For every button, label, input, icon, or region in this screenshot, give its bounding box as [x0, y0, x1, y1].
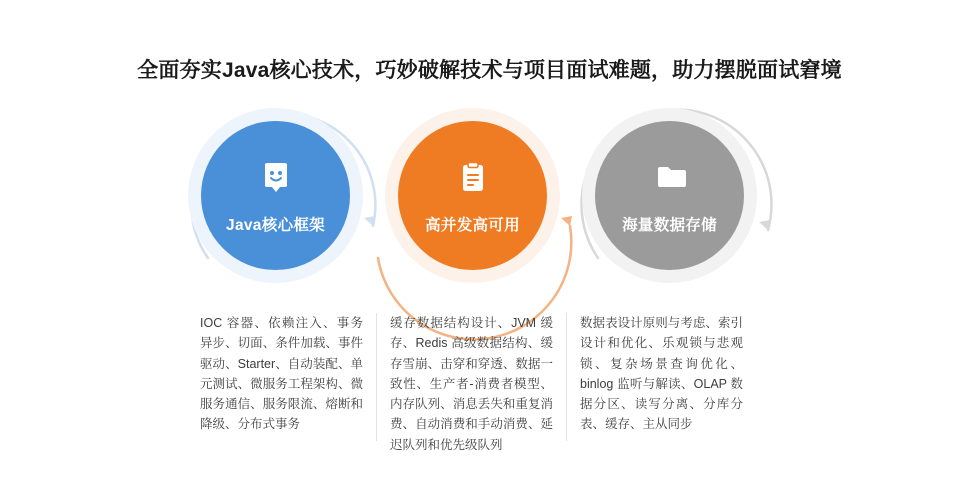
node-label: 海量数据存储: [622, 217, 717, 234]
diagram-node-mass-storage[interactable]: [582, 108, 757, 283]
folder-icon: [655, 161, 685, 195]
page-title: 全面夯实Java核心技术，巧妙破解技术与项目面试难题，助力摆脱面试窘境: [137, 59, 842, 82]
diagram-node-high-concurrency[interactable]: [385, 108, 560, 283]
description-columns: [200, 313, 800, 453]
column-text-java-core: IOC 容器、依赖注入、事务异步、切面、条件加载、事件驱动、Starter、自动装配、单元测试、微服务工程架构、微服务通信、服务限流、熔断和降级、分布式事务: [200, 316, 363, 432]
badge-icon: [261, 161, 291, 195]
column-divider: [566, 313, 567, 441]
circles-row: [178, 108, 798, 293]
column-text-mass-storage: 数据表设计原则与考虑、索引设计和优化、乐观锁与悲观锁、复杂场景查询优化、binlog 监听与解读、OLAP 数据分区、读写分离、分库分表、缓存、主从同步: [580, 316, 743, 432]
clipboard-icon: [458, 161, 488, 195]
diagram-node-java-core[interactable]: [188, 108, 363, 283]
node-label: 高并发高可用: [425, 217, 520, 234]
column-divider: [376, 313, 377, 441]
node-circle: [595, 121, 744, 270]
node-circle: [398, 121, 547, 270]
node-circle: [201, 121, 350, 270]
node-label: Java核心框架: [226, 217, 325, 234]
column-text-high-concurrency: 缓存数据结构设计、JVM 缓存、Redis 高级数据结构、缓存雪崩、击穿和穿透、数据一致性、生产者-消费者模型、内存队列、消息丢失和重复消费、自动消费和手动消费、延迟队列和优先级队列: [390, 316, 553, 452]
